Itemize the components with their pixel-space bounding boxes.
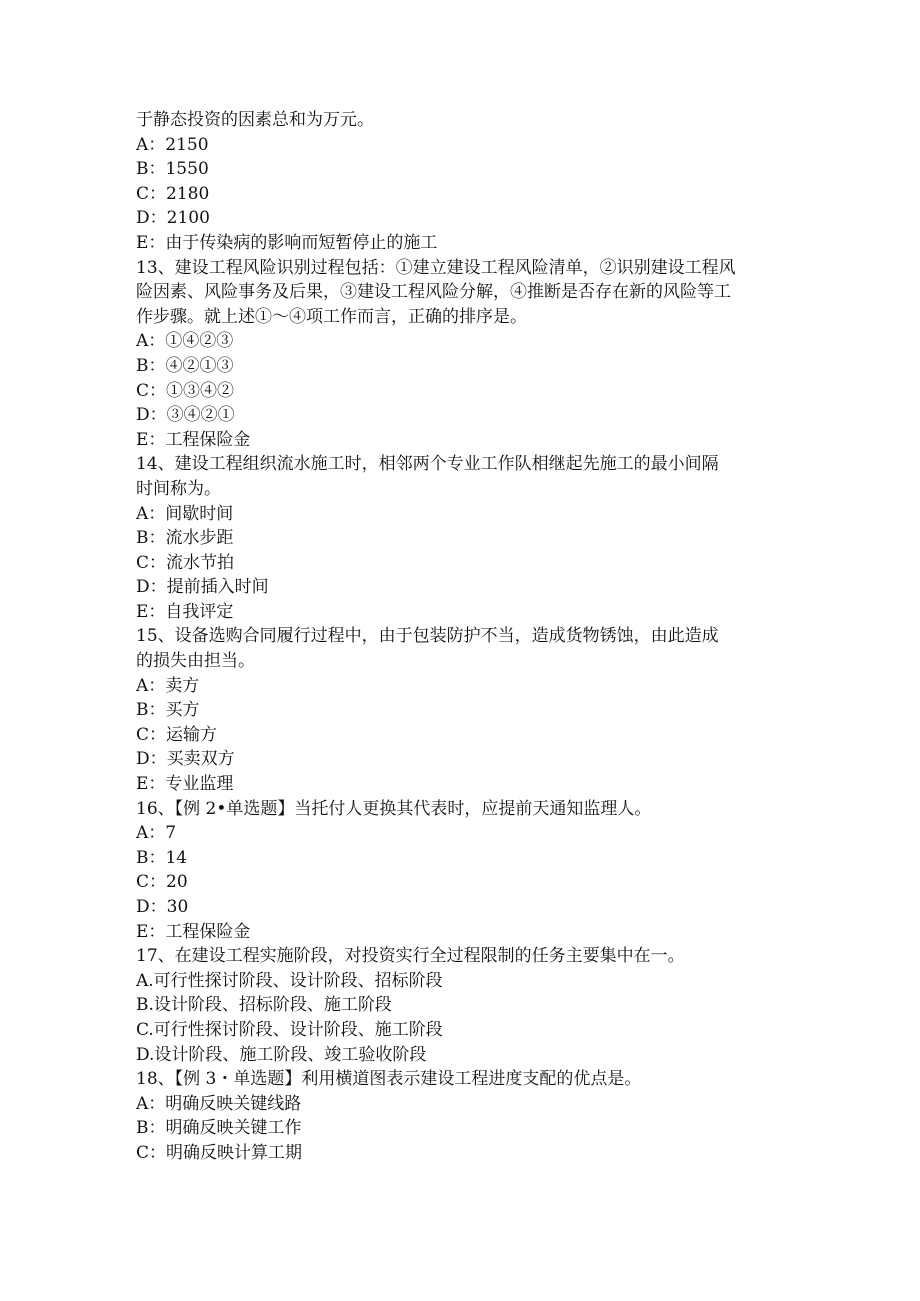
option-c: C.可行性探讨阶段、设计阶段、施工阶段	[136, 1019, 443, 1040]
option-b: B：1550	[136, 159, 209, 180]
option-a: A.可行性探讨阶段、设计阶段、招标阶段	[136, 970, 443, 991]
option-c: C：流水节拍	[136, 552, 235, 573]
option-a: A：卖方	[136, 675, 200, 696]
option-b: B：14	[136, 847, 188, 868]
option-e: E：工程保险金	[136, 921, 251, 942]
question-14: 14、建设工程组织流水施工时，相邻两个专业工作队相继起先施工的最小间隔	[136, 454, 719, 475]
option-b: B：买方	[136, 700, 200, 721]
question-15: 15、设备选购合同履行过程中，由于包装防护不当，造成货物锈蚀，由此造成	[136, 626, 719, 647]
option-d: D：买卖双方	[136, 749, 235, 770]
question-13-cont: 险因素、风险事务及后果，③建设工程风险分解，④推断是否存在新的风险等工	[136, 282, 731, 303]
option-e: E：工程保险金	[136, 429, 251, 450]
option-a: A：7	[136, 823, 177, 844]
option-a: A：2150	[136, 134, 209, 155]
option-c: C：①③④②	[136, 380, 235, 401]
text-line: 于静态投资的因素总和为万元。	[136, 110, 374, 130]
option-e: E：由于传染病的影响而短暂停止的施工	[136, 232, 438, 253]
option-c: C：明确反映计算工期	[136, 1142, 303, 1163]
option-a: A：明确反映关键线路	[136, 1093, 302, 1114]
option-b: B：明确反映关键工作	[136, 1118, 302, 1139]
option-c: C：2180	[136, 183, 210, 204]
option-b: B：流水步距	[136, 528, 234, 549]
question-14-cont: 时间称为。	[136, 478, 221, 499]
option-c: C：运输方	[136, 724, 218, 745]
option-b: B.设计阶段、招标阶段、施工阶段	[136, 995, 392, 1016]
question-15-cont: 的损失由担当。	[136, 651, 255, 672]
option-a: A：间歇时间	[136, 503, 234, 524]
question-17: 17、在建设工程实施阶段，对投资实行全过程限制的任务主要集中在一。	[136, 946, 685, 967]
question-16: 16、【例 2•单选题】当托付人更换其代表时，应提前天通知监理人。	[136, 798, 652, 819]
option-d: D：③④②①	[136, 405, 235, 426]
option-c: C：20	[136, 872, 188, 893]
question-13: 13、建设工程风险识别过程包括：①建立建设工程风险清单，②识别建设工程风	[136, 257, 736, 278]
option-d: D：30	[136, 897, 189, 917]
option-b: B：④②①③	[136, 355, 234, 376]
option-d: D.设计阶段、施工阶段、竣工验收阶段	[136, 1044, 427, 1065]
option-e: E：自我评定	[136, 601, 234, 622]
option-d: D：提前插入时间	[136, 577, 269, 598]
question-13-cont: 作步骤。就上述①～④项工作而言，正确的排序是。	[136, 306, 527, 327]
option-d: D：2100	[136, 208, 210, 229]
document-text	[136, 108, 796, 1166]
option-a: A：①④②③	[136, 331, 234, 352]
option-e: E：专业监理	[136, 774, 234, 795]
question-18: 18、【例 3・单选题】利用横道图表示建设工程进度支配的优点是。	[136, 1069, 642, 1090]
